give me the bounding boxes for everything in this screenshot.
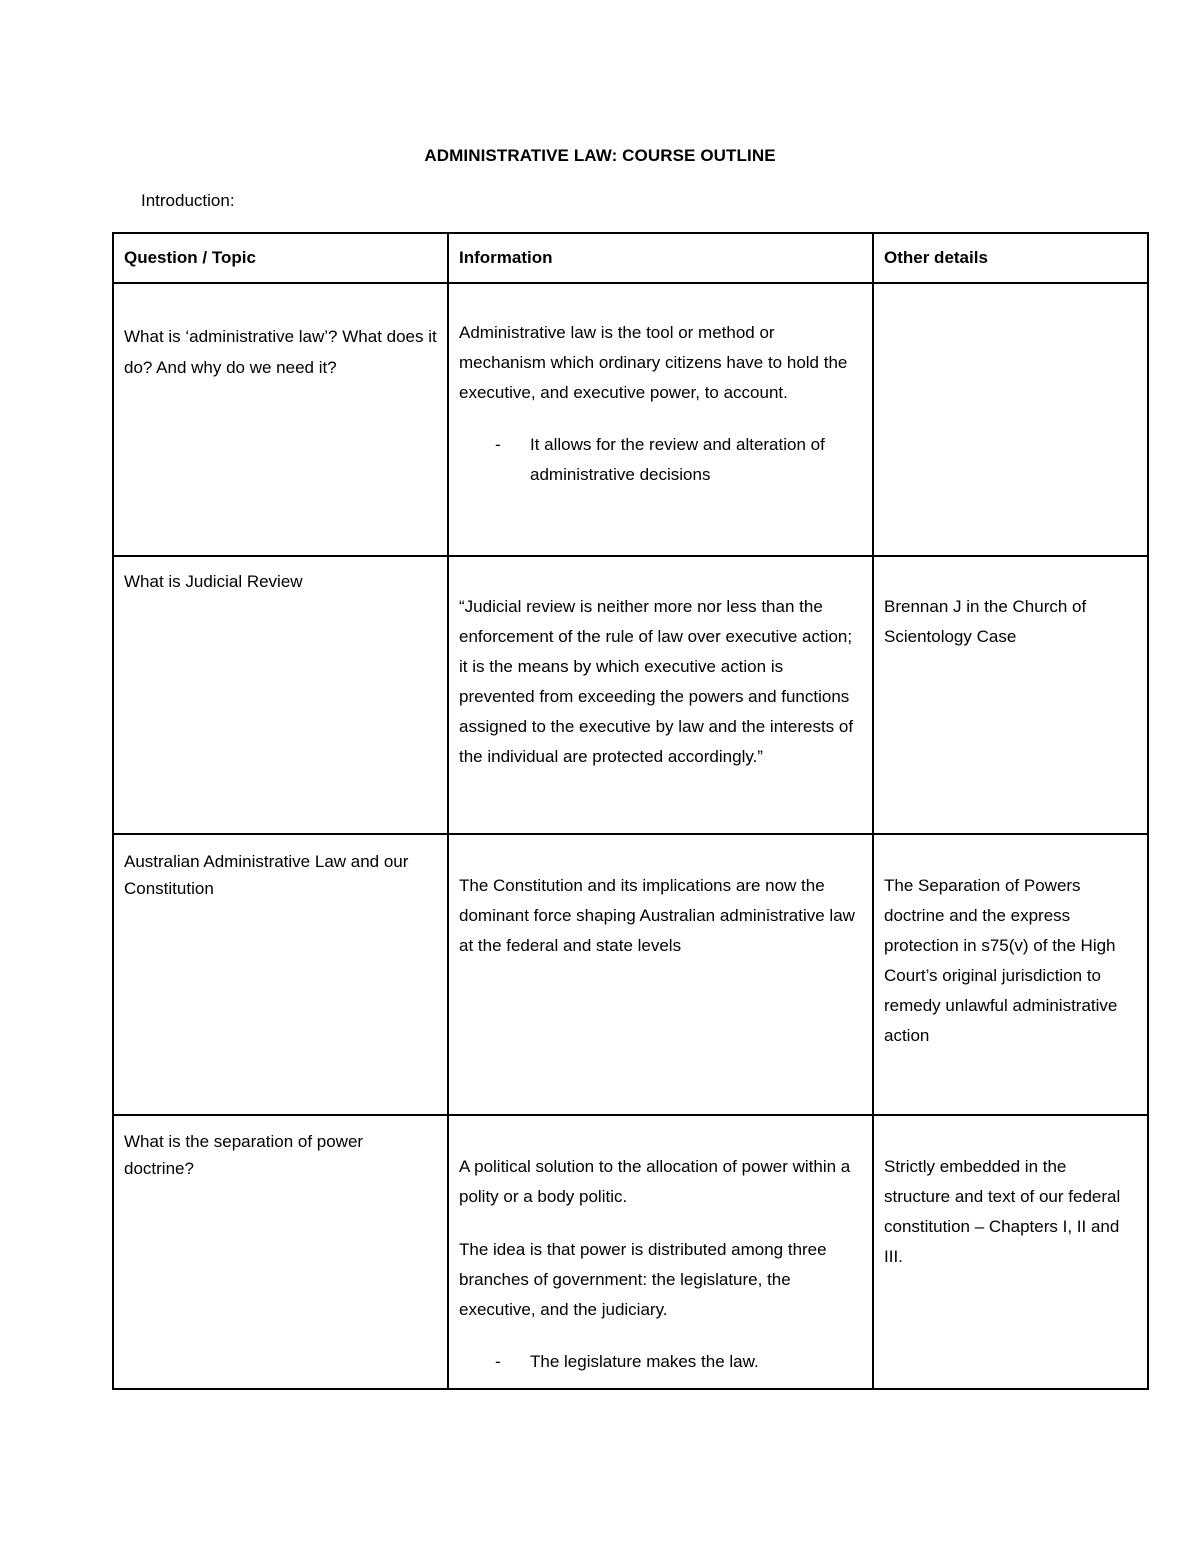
topic-cell <box>113 283 448 556</box>
other-details-text: Brennan J in the Church of Scientology Case <box>884 597 1087 646</box>
dash-bullet-icon: - <box>495 435 501 454</box>
bullet-item <box>459 1347 862 1377</box>
table-row <box>113 283 1148 556</box>
topic-text: What is the separation of power doctrine? <box>124 1132 364 1178</box>
table-row <box>113 556 1148 834</box>
header-information: Information <box>448 233 873 283</box>
topic-text: Australian Administrative Law and our Constitution <box>124 852 409 898</box>
information-text-secondary: The idea is that power is distributed among three branches of government: the legislature, the executive, and the judiciary. <box>459 1240 827 1319</box>
information-cell <box>448 283 873 556</box>
topic-text: What is Judicial Review <box>124 572 303 591</box>
topic-text: What is ‘administrative law’? What does it do? And why do we need it? <box>124 327 437 377</box>
information-cell <box>448 834 873 1115</box>
table-row <box>113 834 1148 1115</box>
topic-cell <box>113 1115 448 1389</box>
other-details-cell <box>873 283 1148 556</box>
information-cell <box>448 1115 873 1389</box>
course-outline-table <box>112 232 1149 1390</box>
information-text: “Judicial review is neither more nor less than the enforcement of the rule of law over executive action; it is the means by which executive action is prevented from exceeding the powers and functions assigned to the executive by law and the interests of the individual are protected accordingly.” <box>459 597 854 766</box>
header-other-details: Other details <box>873 233 1148 283</box>
other-details-cell <box>873 834 1148 1115</box>
bullet-item <box>459 430 862 490</box>
information-text: Administrative law is the tool or method or mechanism which ordinary citizens have to hold the executive, and executive power, to account. <box>459 323 848 402</box>
other-details-cell <box>873 1115 1148 1389</box>
intro-label: Introduction: <box>141 191 235 210</box>
topic-cell <box>113 556 448 834</box>
bullet-text: The legislature makes the law. <box>530 1352 759 1371</box>
document-title: ADMINISTRATIVE LAW: COURSE OUTLINE <box>424 146 776 165</box>
information-text: The Constitution and its implications are now the dominant force shaping Australian administrative law at the federal and state levels <box>459 876 855 955</box>
dash-bullet-icon: - <box>495 1352 501 1371</box>
bullet-text: It allows for the review and alteration of administrative decisions <box>530 435 825 484</box>
other-details-text: The Separation of Powers doctrine and the express protection in s75(v) of the High Court’s original jurisdiction to remedy unlawful administrative action <box>884 876 1118 1045</box>
topic-cell <box>113 834 448 1115</box>
other-details-cell <box>873 556 1148 834</box>
table-header-row <box>113 233 1148 283</box>
table-row <box>113 1115 1148 1389</box>
header-question-topic: Question / Topic <box>113 233 448 283</box>
other-details-text: Strictly embedded in the structure and text of our federal constitution – Chapters I, II and III. <box>884 1157 1121 1266</box>
information-cell <box>448 556 873 834</box>
information-text: A political solution to the allocation of power within a polity or a body politic. <box>459 1157 851 1206</box>
